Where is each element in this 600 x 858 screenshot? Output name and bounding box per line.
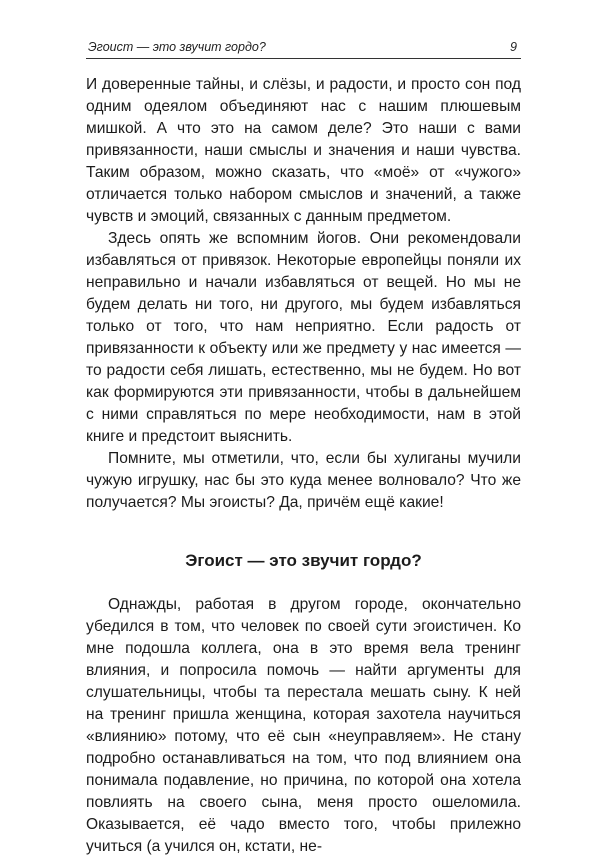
body-text [86, 74, 521, 858]
running-header [86, 38, 521, 59]
paragraph: Однажды, работая в другом городе, окончательно убедился в том, что человек по своей сути эгоистичен. Ко мне подошла коллега, она в это время вела тренинг влияния, и попросила помочь — найти аргументы для слушательницы, чтобы та перестала мешать сыну. К ней на тренинг пришла женщина, которая захотела научиться «влиянию» потому, что её сын «неуправляем». Не стану подробно останавливаться на том, что под влиянием она понимала подавление, но причина, по которой она хотела повлиять на своего сына, меня просто ошеломила. Оказывается, её чадо вместо того, чтобы прилежно учиться (а учился он, кстати, не- [86, 596, 521, 855]
paragraph: И доверенные тайны, и слёзы, и радости, и просто сон под одним одеялом объединяют нас с нашим плюшевым мишкой. А что это на самом деле? Это наши с вами привязанности, наши смыслы и значения и наши чувства. Таким образом, можно сказать, что «моё» от «чужого» отличается только набором смыслов и значений, а также чувств и эмоций, связанных с данным предметом. [86, 76, 521, 225]
page-number: 9 [510, 40, 517, 54]
paragraph: Помните, мы отметили, что, если бы хулиганы мучили чужую игрушку, нас бы это куда менее волновало? Что же получается? Мы эгоисты? Да, причём ещё какие! [86, 450, 521, 511]
running-title: Эгоист — это звучит гордо? [88, 40, 266, 54]
paragraph: Здесь опять же вспомним йогов. Они рекомендовали избавляться от привязок. Некоторые европейцы поняли их неправильно и начали избавляться от вещей. Но мы не будем делать ни того, ни другого, мы будем избавляться только от того, что нам неприятно. Если радость от привязанности к объекту или же предмету у нас имеется — то радости себя лишать, естественно, мы не будем. Но вот как формируются эти привязанности, чтобы в дальнейшем с ними справляться по мере необходимости, нам в этой книге и предстоит выяснить. [86, 230, 521, 445]
section-heading: Эгоист — это звучит гордо? [185, 551, 422, 570]
